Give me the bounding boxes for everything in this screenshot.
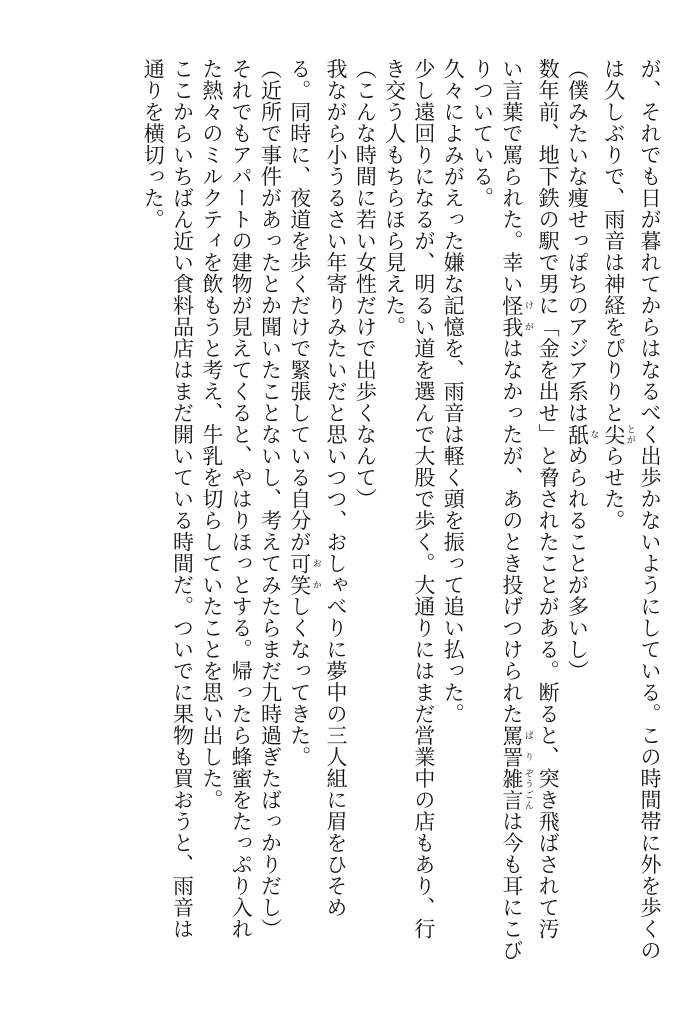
furigana: おか	[310, 552, 321, 596]
text-line: （こんな時間に若い女性だけで出歩くなんて）	[353, 58, 378, 510]
furigana: けが	[522, 294, 533, 338]
furigana: な	[588, 423, 599, 445]
text-line: た熱々のミルクティを飲もうと考え、牛乳を切らしていたことを思い出した。	[199, 58, 224, 811]
text-line: は久しぶりで、雨音は神経をぴりりと尖 とがらせた。	[601, 58, 635, 531]
text-line: き交う人もちらほら見えた。	[382, 58, 407, 338]
text-line: それでもアパートの建物が見えてくると、やはりほっとする。帰ったら蜂蜜をたっぷり入れ	[229, 58, 254, 940]
text-line: 数年前、地下鉄の駅で男に「金を出せ」と脅されたことがある。断ると、突き飛ばされて汚	[536, 58, 561, 940]
text-line: る。同時に、夜道を歩くだけで緊張している自分が可笑 おかしくなってきた。	[287, 58, 321, 768]
furigana: とが	[624, 423, 635, 445]
text-line: が、それでも日が暮れてからはなるべく出歩かないようにしている。この時間帯に外を歩くの	[638, 58, 662, 961]
furigana: ばり	[522, 724, 533, 768]
text-line: 少し遠回りになるが、明るい道を選んで大股で歩く。大通りにはまだ営業中の店もあり、行	[411, 58, 436, 940]
vertical-text-block	[138, 58, 664, 983]
text-line: ここからいちばん近い食料品店はまだ開いている時間だ。ついでに果物も買おうと、雨音は	[170, 58, 195, 940]
text-line: りついている。	[470, 58, 495, 209]
text-line: 通りを横切った。	[141, 58, 166, 230]
text-line: 久々によみがえった嫌な記憶を、雨音は軽く頭を振って追い払った。	[441, 58, 466, 725]
text-line: （近所で事件があったとか聞いたことないし、考えてみたらまだ九時過ぎたばっかりだし）	[258, 58, 283, 940]
text-line: （僕みたいな痩せっぽちのアジア系は舐 なめられることが多いし）	[565, 58, 599, 682]
furigana: ぞうごん	[522, 767, 533, 811]
text-line: い言葉で罵られた。幸い怪我 けがはなかったが、あのとき投げつけられた罵詈 ばり雑言 ぞうごんは今も耳にこび	[499, 58, 533, 961]
text-line: 我ながら小うるさい年寄りみたいだと思いつつ、おしゃべりに夢中の三人組に眉をひそめ	[324, 58, 349, 918]
